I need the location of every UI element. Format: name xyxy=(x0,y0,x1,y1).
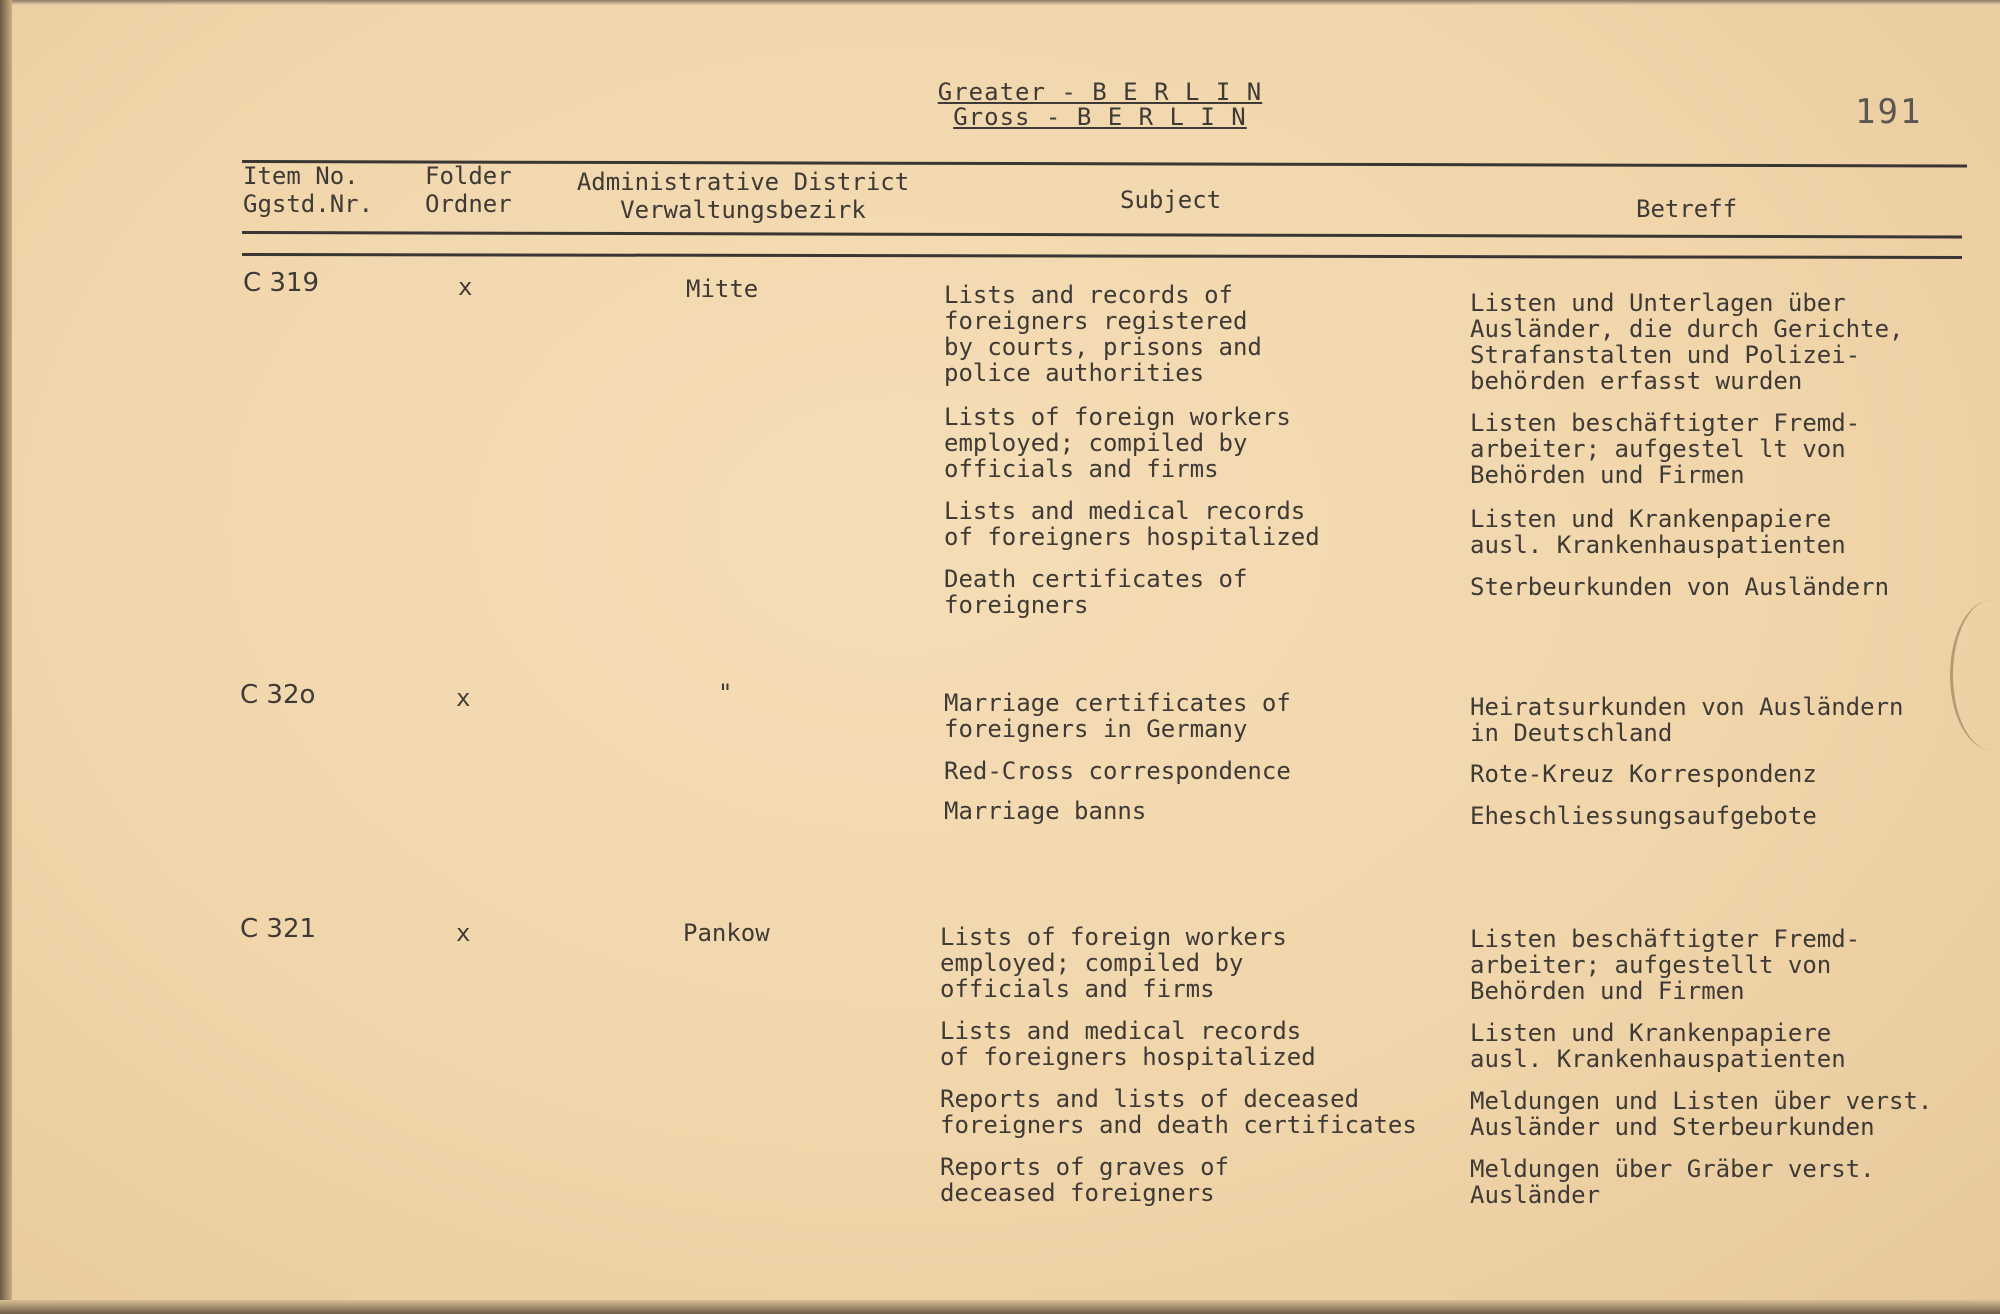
betreff-entry: Meldungen und Listen über verst. Ausländer und Sterbeurkunden xyxy=(1470,1087,1933,1141)
betreff-entry: Listen und Unterlagen über Ausländer, die durch Gerichte, Strafanstalten und Polizei- behörden erfasst wurden xyxy=(1470,289,1904,395)
betreff-entry: Sterbeurkunden von Ausländern xyxy=(1470,573,1890,601)
col-header-item-no: Item No. Ggstd.Nr. xyxy=(243,162,374,218)
subject-entry: Lists of foreign workers employed; compiled by officials and firms xyxy=(944,403,1291,483)
page-title-english: Greater - B E R L I N xyxy=(937,78,1263,106)
district: Pankow xyxy=(683,919,770,947)
betreff-entry: Meldungen über Gräber verst. Ausländer xyxy=(1470,1155,1875,1209)
betreff-entry: Listen und Krankenpapiere ausl. Krankenhauspatienten xyxy=(1470,1019,1846,1073)
header-bottom-rule xyxy=(242,231,1962,239)
subject-entry: Marriage certificates of foreigners in Germany xyxy=(944,689,1291,743)
subject-entry: Lists and medical records of foreigners hospitalized xyxy=(940,1017,1316,1071)
betreff-entry: Heiratsurkunden von Ausländern in Deutschland xyxy=(1470,693,1904,747)
subject-entry: Marriage banns xyxy=(944,797,1147,825)
subject-entry: Reports and lists of deceased foreigners and death certificates xyxy=(940,1085,1417,1139)
page-title-german: Gross - B E R L I N xyxy=(953,103,1247,131)
header-double-rule xyxy=(242,253,1962,259)
subject-entry: Lists and records of foreigners registered by courts, prisons and police authorities xyxy=(944,281,1262,387)
folder-tab-mark xyxy=(1950,600,2000,750)
district: Mitte xyxy=(686,275,759,303)
subject-entry: Red-Cross correspondence xyxy=(944,757,1291,785)
betreff-entry: Listen beschäftigter Fremd- arbeiter; aufgestel lt von Behörden und Firmen xyxy=(1470,409,1861,489)
item-number: C 32o xyxy=(240,680,316,710)
item-number: C 321 xyxy=(240,914,317,944)
item-number: C 319 xyxy=(243,268,320,298)
folder-mark: x xyxy=(458,273,473,301)
betreff-entry: Rote-Kreuz Korrespondenz xyxy=(1470,760,1817,788)
subject-entry: Reports of graves of deceased foreigners xyxy=(940,1153,1229,1207)
col-header-folder: Folder Ordner xyxy=(425,162,512,218)
betreff-entry: Listen beschäftigter Fremd- arbeiter; aufgestellt von Behörden und Firmen xyxy=(1470,925,1861,1005)
col-header-district: Administrative District Verwaltungsbezirk xyxy=(576,168,910,224)
page-top-edge xyxy=(0,0,2000,5)
page-number: 191 xyxy=(1855,92,1923,132)
col-header-betreff: Betreff xyxy=(1636,195,1738,223)
subject-entry: Lists of foreign workers employed; compiled by officials and firms xyxy=(940,923,1287,1003)
page-binding-edge xyxy=(0,0,12,1314)
district: " xyxy=(718,679,733,707)
folder-mark: x xyxy=(456,919,471,947)
betreff-entry: Listen und Krankenpapiere ausl. Krankenhauspatienten xyxy=(1470,505,1846,559)
betreff-entry: Eheschliessungsaufgebote xyxy=(1470,802,1817,830)
folder-mark: x xyxy=(456,684,471,712)
col-header-subject: Subject xyxy=(1120,186,1222,214)
page-bottom-edge xyxy=(0,1300,2000,1314)
subject-entry: Lists and medical records of foreigners hospitalized xyxy=(944,497,1320,551)
subject-entry: Death certificates of foreigners xyxy=(944,565,1248,619)
